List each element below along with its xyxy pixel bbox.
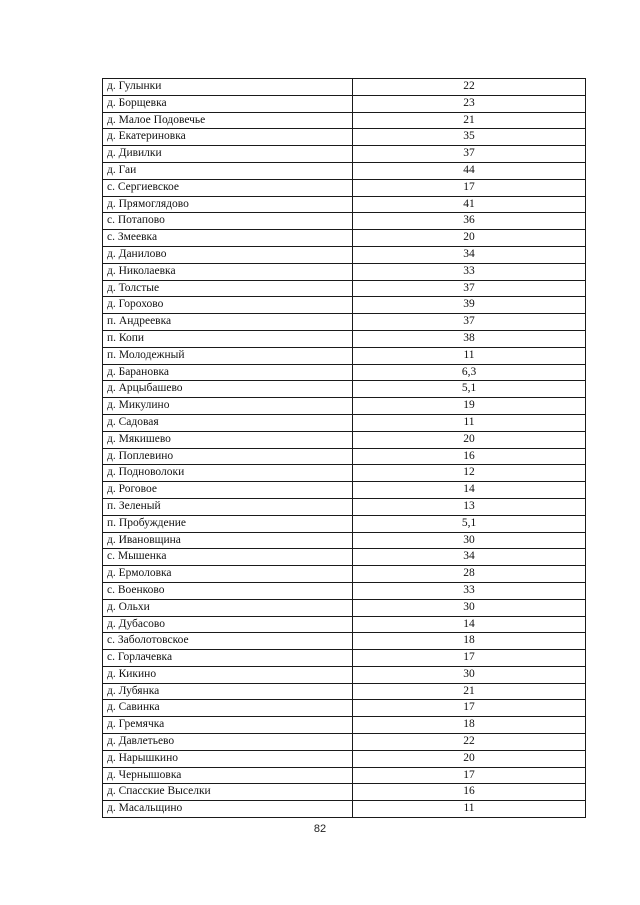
value-cell: 30 bbox=[353, 532, 586, 549]
settlement-name-cell: д. Дубасово bbox=[103, 616, 353, 633]
value-cell: 16 bbox=[353, 784, 586, 801]
settlement-name-cell: д. Барановка bbox=[103, 364, 353, 381]
settlement-name-cell: д. Дивилки bbox=[103, 146, 353, 163]
settlement-name-cell: д. Ивановщина bbox=[103, 532, 353, 549]
settlement-name-cell: п. Андреевка bbox=[103, 314, 353, 331]
page-number: 82 bbox=[313, 823, 327, 835]
value-cell: 22 bbox=[353, 734, 586, 751]
table-row bbox=[103, 280, 586, 297]
table-row bbox=[103, 364, 586, 381]
table-row bbox=[103, 750, 586, 767]
table-row bbox=[103, 801, 586, 818]
value-cell: 37 bbox=[353, 314, 586, 331]
settlement-name-cell: д. Спасские Выселки bbox=[103, 784, 353, 801]
value-cell: 30 bbox=[353, 666, 586, 683]
value-cell: 36 bbox=[353, 213, 586, 230]
settlement-name-cell: с. Потапово bbox=[103, 213, 353, 230]
settlement-name-cell: д. Екатериновка bbox=[103, 129, 353, 146]
table-body bbox=[103, 79, 586, 818]
value-cell: 17 bbox=[353, 767, 586, 784]
table-row bbox=[103, 498, 586, 515]
settlement-name-cell: п. Молодежный bbox=[103, 347, 353, 364]
settlement-name-cell: п. Копи bbox=[103, 330, 353, 347]
table-row bbox=[103, 683, 586, 700]
value-cell: 35 bbox=[353, 129, 586, 146]
value-cell: 17 bbox=[353, 179, 586, 196]
settlement-name-cell: д. Микулино bbox=[103, 398, 353, 415]
settlement-name-cell: д. Гремячка bbox=[103, 717, 353, 734]
value-cell: 33 bbox=[353, 582, 586, 599]
table-row bbox=[103, 146, 586, 163]
value-cell: 20 bbox=[353, 230, 586, 247]
settlement-name-cell: д. Николаевка bbox=[103, 263, 353, 280]
table-row bbox=[103, 398, 586, 415]
value-cell: 17 bbox=[353, 700, 586, 717]
value-cell: 34 bbox=[353, 246, 586, 263]
value-cell: 18 bbox=[353, 633, 586, 650]
settlement-name-cell: п. Зеленый bbox=[103, 498, 353, 515]
settlement-name-cell: д. Арцыбашево bbox=[103, 381, 353, 398]
value-cell: 41 bbox=[353, 196, 586, 213]
value-cell: 28 bbox=[353, 566, 586, 583]
settlement-name-cell: д. Ольхи bbox=[103, 599, 353, 616]
table-row bbox=[103, 700, 586, 717]
table-row bbox=[103, 95, 586, 112]
settlement-name-cell: с. Мышенка bbox=[103, 549, 353, 566]
settlement-name-cell: д. Масальщино bbox=[103, 801, 353, 818]
settlement-name-cell: д. Гаи bbox=[103, 162, 353, 179]
settlement-name-cell: д. Чернышовка bbox=[103, 767, 353, 784]
settlement-name-cell: д. Борщевка bbox=[103, 95, 353, 112]
value-cell: 11 bbox=[353, 801, 586, 818]
table-row bbox=[103, 784, 586, 801]
settlement-name-cell: д. Лубянка bbox=[103, 683, 353, 700]
table-row bbox=[103, 112, 586, 129]
value-cell: 11 bbox=[353, 414, 586, 431]
table-row bbox=[103, 582, 586, 599]
table-row bbox=[103, 666, 586, 683]
value-cell: 14 bbox=[353, 482, 586, 499]
settlement-name-cell: с. Горлачевка bbox=[103, 650, 353, 667]
table-row bbox=[103, 616, 586, 633]
table-row bbox=[103, 196, 586, 213]
value-cell: 18 bbox=[353, 717, 586, 734]
value-cell: 14 bbox=[353, 616, 586, 633]
settlement-name-cell: д. Прямоглядово bbox=[103, 196, 353, 213]
value-cell: 39 bbox=[353, 297, 586, 314]
value-cell: 34 bbox=[353, 549, 586, 566]
settlement-name-cell: д. Толстые bbox=[103, 280, 353, 297]
table-row bbox=[103, 717, 586, 734]
value-cell: 11 bbox=[353, 347, 586, 364]
value-cell: 19 bbox=[353, 398, 586, 415]
table-row bbox=[103, 330, 586, 347]
settlement-name-cell: д. Ермоловка bbox=[103, 566, 353, 583]
table-row bbox=[103, 465, 586, 482]
value-cell: 37 bbox=[353, 146, 586, 163]
settlement-name-cell: д. Гулынки bbox=[103, 79, 353, 96]
settlement-name-cell: д. Малое Подовечье bbox=[103, 112, 353, 129]
settlement-name-cell: д. Садовая bbox=[103, 414, 353, 431]
value-cell: 33 bbox=[353, 263, 586, 280]
value-cell: 20 bbox=[353, 750, 586, 767]
settlement-name-cell: д. Мякишево bbox=[103, 431, 353, 448]
settlement-name-cell: д. Данилово bbox=[103, 246, 353, 263]
settlement-name-cell: д. Роговое bbox=[103, 482, 353, 499]
settlement-name-cell: д. Горохово bbox=[103, 297, 353, 314]
table-row bbox=[103, 549, 586, 566]
settlements-table bbox=[102, 78, 586, 818]
table-row bbox=[103, 633, 586, 650]
table-row bbox=[103, 79, 586, 96]
settlement-name-cell: д. Поплевино bbox=[103, 448, 353, 465]
settlement-name-cell: д. Савинка bbox=[103, 700, 353, 717]
table-row bbox=[103, 515, 586, 532]
table-row bbox=[103, 599, 586, 616]
settlement-name-cell: д. Давлетьево bbox=[103, 734, 353, 751]
table-row bbox=[103, 650, 586, 667]
table-row bbox=[103, 297, 586, 314]
table-row bbox=[103, 162, 586, 179]
value-cell: 5,1 bbox=[353, 381, 586, 398]
value-cell: 23 bbox=[353, 95, 586, 112]
settlement-name-cell: с. Заболотовское bbox=[103, 633, 353, 650]
value-cell: 16 bbox=[353, 448, 586, 465]
table-row bbox=[103, 213, 586, 230]
value-cell: 17 bbox=[353, 650, 586, 667]
value-cell: 6,3 bbox=[353, 364, 586, 381]
table-row bbox=[103, 414, 586, 431]
table-row bbox=[103, 314, 586, 331]
table-row bbox=[103, 129, 586, 146]
table-row bbox=[103, 734, 586, 751]
value-cell: 38 bbox=[353, 330, 586, 347]
value-cell: 22 bbox=[353, 79, 586, 96]
settlement-name-cell: д. Подноволоки bbox=[103, 465, 353, 482]
table-row bbox=[103, 566, 586, 583]
settlement-name-cell: п. Пробуждение bbox=[103, 515, 353, 532]
value-cell: 21 bbox=[353, 112, 586, 129]
value-cell: 30 bbox=[353, 599, 586, 616]
settlement-name-cell: с. Военково bbox=[103, 582, 353, 599]
value-cell: 44 bbox=[353, 162, 586, 179]
table-row bbox=[103, 431, 586, 448]
settlement-name-cell: с. Змеевка bbox=[103, 230, 353, 247]
table-row bbox=[103, 179, 586, 196]
settlement-name-cell: с. Сергиевское bbox=[103, 179, 353, 196]
table-row bbox=[103, 532, 586, 549]
value-cell: 37 bbox=[353, 280, 586, 297]
value-cell: 21 bbox=[353, 683, 586, 700]
value-cell: 20 bbox=[353, 431, 586, 448]
value-cell: 13 bbox=[353, 498, 586, 515]
table-row bbox=[103, 482, 586, 499]
table-row bbox=[103, 767, 586, 784]
value-cell: 12 bbox=[353, 465, 586, 482]
settlement-name-cell: д. Кикино bbox=[103, 666, 353, 683]
table-row bbox=[103, 263, 586, 280]
value-cell: 5,1 bbox=[353, 515, 586, 532]
table-row bbox=[103, 448, 586, 465]
settlement-name-cell: д. Нарышкино bbox=[103, 750, 353, 767]
table-row bbox=[103, 381, 586, 398]
table-row bbox=[103, 347, 586, 364]
table-row bbox=[103, 230, 586, 247]
table-row bbox=[103, 246, 586, 263]
